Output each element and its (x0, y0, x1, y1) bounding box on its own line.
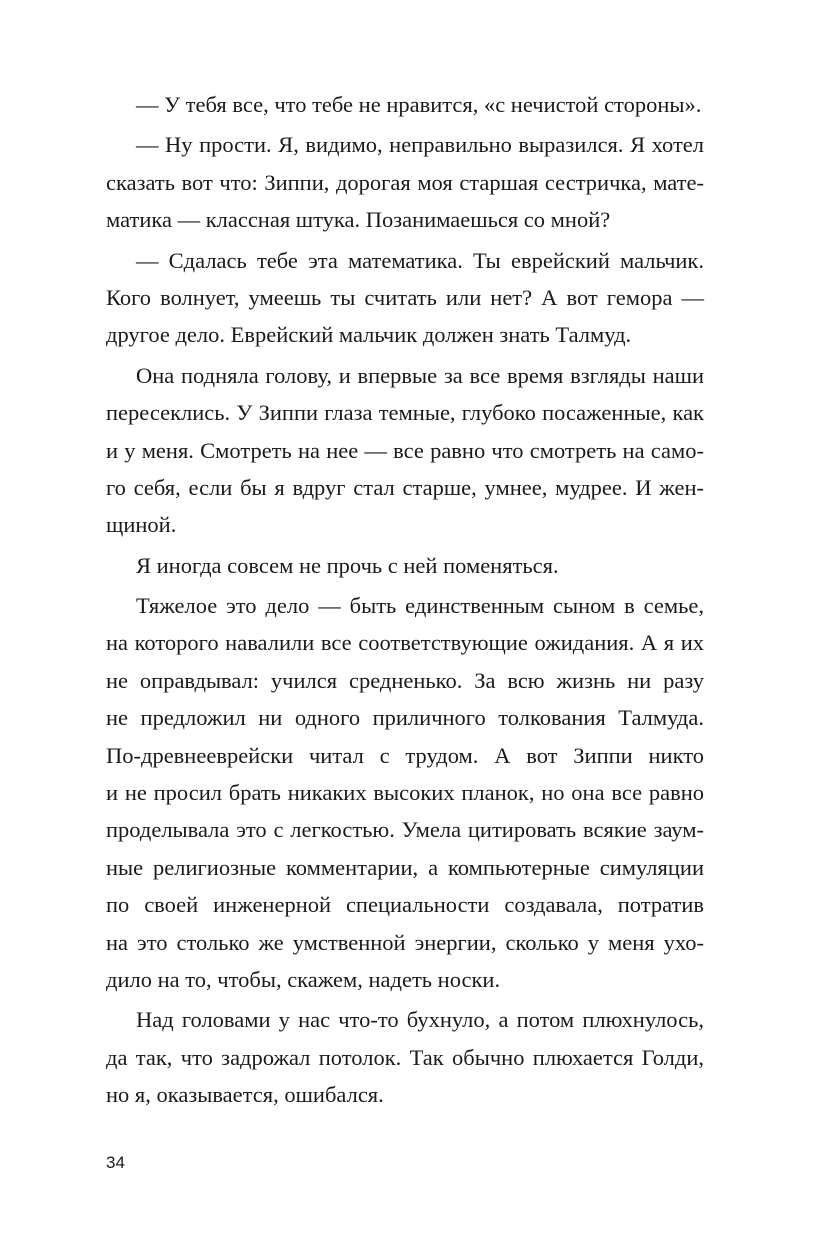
text-line: на это столько же умственной энергии, сколько у меня ухо- (106, 929, 704, 955)
text-line: щиной. (106, 512, 177, 538)
text-line: да так, что задрожал потолок. Так обычно плюхается Голди, (106, 1044, 704, 1070)
paragraph-5 (106, 547, 704, 584)
text-line: другое дело. Еврейский мальчик должен знать Талмуд. (106, 322, 632, 348)
text-line: на которого навалили все соответствующие ожидания. А я их (106, 630, 704, 656)
text-line: ные религиозные комментарии, а компьютерные симуляции (106, 854, 704, 880)
text-line: го себя, если бы я вдруг стал старше, умнее, мудрее. И жен- (106, 474, 704, 500)
text-line: проделывала это с легкостью. Умела цитировать всякие заум- (106, 817, 704, 843)
text-line: и у меня. Смотреть на нее — все равно что смотреть на само- (106, 437, 704, 463)
paragraph-6 (106, 587, 704, 998)
text-line: Кого волнует, умеешь ты считать или нет? А вот гемора — (106, 284, 704, 310)
text-line: сказать вот что: Зиппи, дорогая моя старшая сестричка, мате- (106, 169, 704, 195)
paragraph-7 (106, 1001, 704, 1113)
text-line: — Ну прости. Я, видимо, неправильно выразился. Я хотел (136, 132, 704, 158)
text-line: но я, оказывается, ошибался. (106, 1082, 384, 1108)
text-line: не предложил ни одного приличного толкования Талмуда. (106, 705, 704, 731)
text-line: Она подняла голову, и впервые за все время взгляды наши (136, 362, 704, 388)
paragraph-3 (106, 242, 704, 354)
text-line: дило на то, чтобы, скажем, надеть носки. (106, 966, 501, 992)
text-line: Над головами у нас что-то бухнуло, а потом плюхнулось, (136, 1007, 704, 1033)
paragraph-2 (106, 126, 704, 238)
text-line: По-древнееврейски читал с трудом. А вот Зиппи никто (106, 742, 704, 768)
text-line: и не просил брать никаких высоких планок, но она все равно (106, 780, 704, 806)
text-line: по своей инженерной специальности создавала, потратив (106, 892, 704, 918)
body-text (106, 86, 704, 1117)
text-line: Я иногда совсем не прочь с ней поменяться. (136, 552, 559, 578)
text-line: — У тебя все, что тебе не нравится, «с нечистой стороны». (136, 92, 702, 117)
text-line: пересеклись. У Зиппи глаза темные, глубоко посаженные, как (106, 400, 704, 426)
page-number: 34 (106, 1153, 125, 1172)
text-line: не оправдывал: учился средненько. За всю жизнь ни разу (106, 667, 704, 693)
text-line: Тяжелое это дело — быть единственным сыном в семье, (136, 593, 704, 619)
text-line: матика — классная штука. Позанимаешься со мной? (106, 207, 611, 233)
text-line: — Сдалась тебе эта математика. Ты еврейский мальчик. (136, 247, 704, 273)
paragraph-1 (106, 86, 704, 123)
paragraph-4 (106, 357, 704, 544)
